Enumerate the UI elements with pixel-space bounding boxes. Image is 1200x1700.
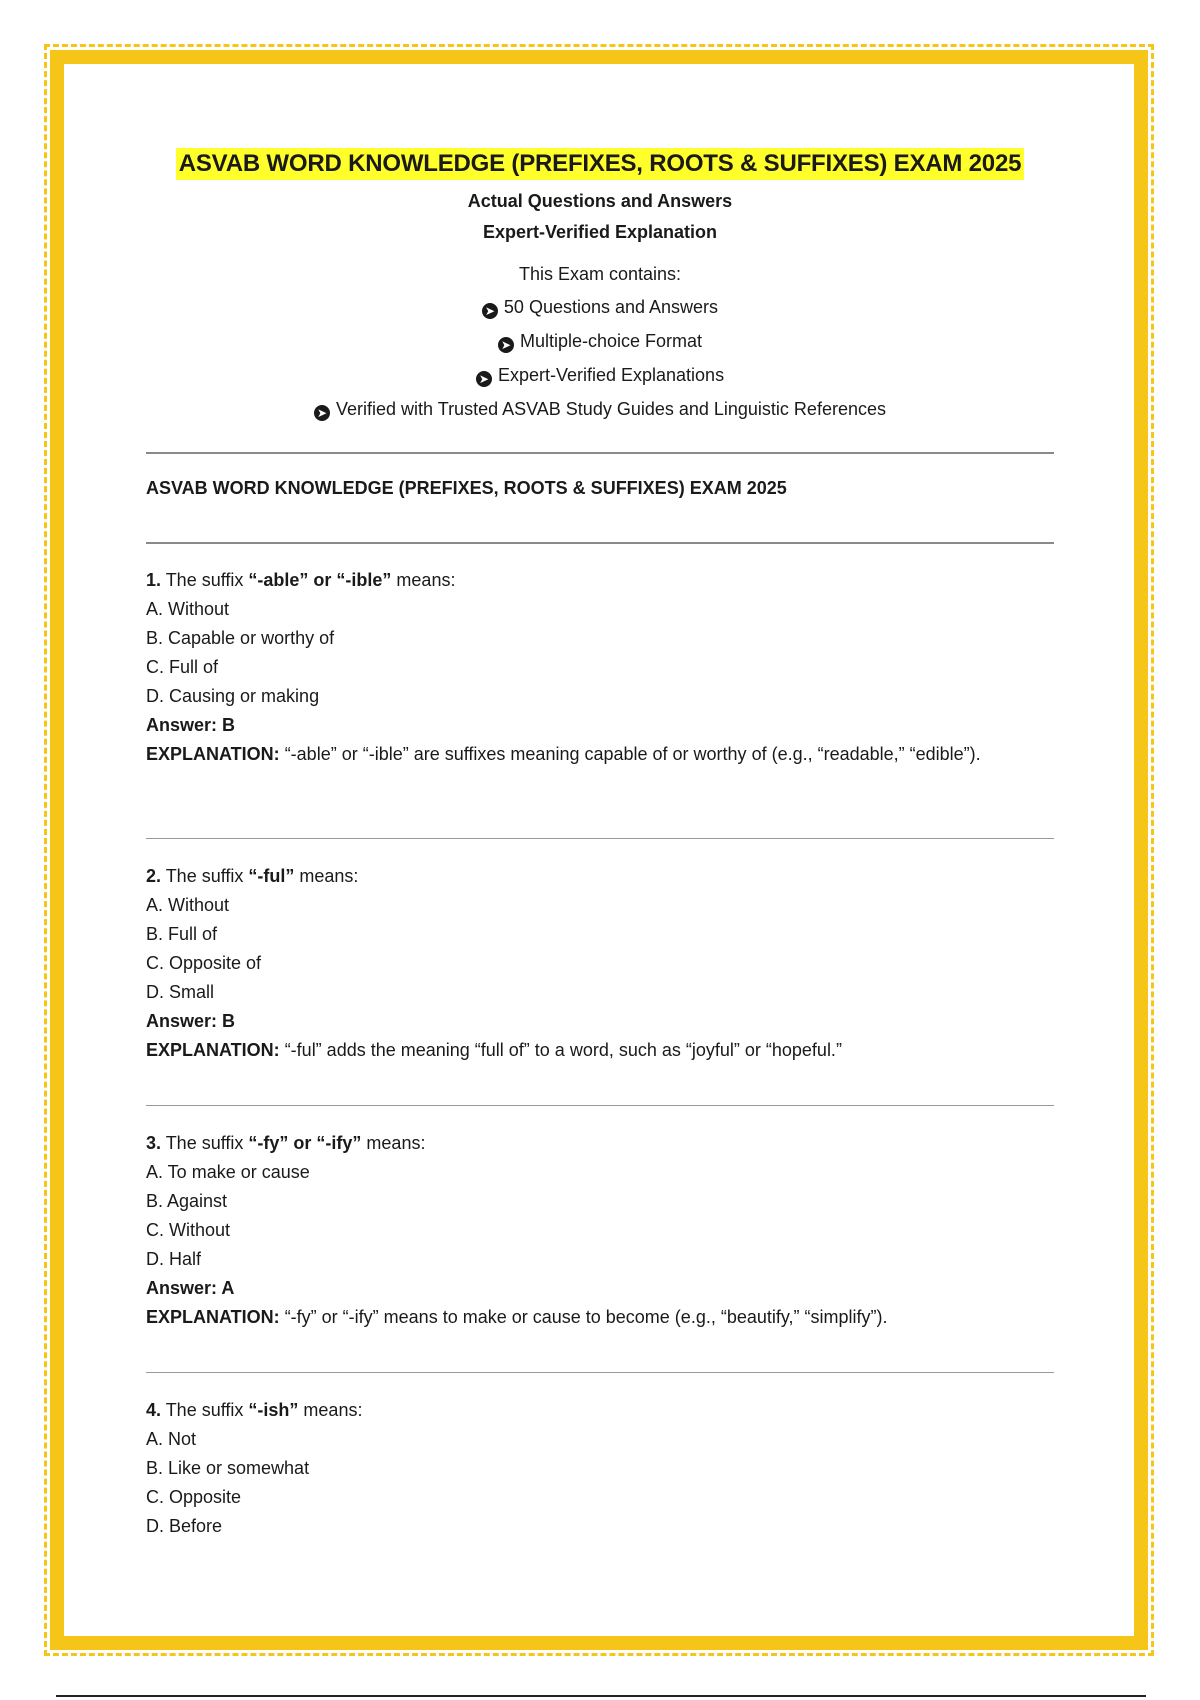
feature-item: ➤ 50 Questions and Answers <box>0 297 1200 319</box>
option-d: D. Half <box>146 1249 202 1269</box>
question-3 <box>146 1129 1051 1332</box>
circle-bullet-icon: ➤ <box>498 337 514 353</box>
option-c: C. Full of <box>146 657 219 677</box>
feature-item: ➤ Expert-Verified Explanations <box>0 365 1200 387</box>
option-c: C. Without <box>146 1220 231 1240</box>
option-c: C. Opposite of <box>146 953 262 973</box>
option-d: D. Before <box>146 1516 223 1536</box>
feature-item: ➤ Verified with Trusted ASVAB Study Guides and Linguistic References <box>0 399 1200 421</box>
explanation: EXPLANATION: “-ful” adds the meaning “full of” to a word, such as “joyful” or “hopeful.” <box>146 1040 842 1060</box>
question-stem: 1. The suffix “-able” or “-ible” means: <box>146 570 456 590</box>
feature-item: ➤ Multiple-choice Format <box>0 331 1200 353</box>
option-b: B. Against <box>146 1191 228 1211</box>
option-d: D. Small <box>146 982 215 1002</box>
question-2 <box>146 862 1051 1065</box>
option-a: A. Without <box>146 895 230 915</box>
option-c: C. Opposite <box>146 1487 242 1507</box>
question-4 <box>146 1396 1051 1541</box>
divider <box>146 452 1054 454</box>
option-b: B. Full of <box>146 924 218 944</box>
circle-bullet-icon: ➤ <box>482 303 498 319</box>
subtitle-actual-questions: Actual Questions and Answers <box>467 191 733 211</box>
contains-label: This Exam contains: <box>518 264 682 284</box>
document-title: ASVAB WORD KNOWLEDGE (PREFIXES, ROOTS & SUFFIXES) EXAM 2025 <box>176 148 1025 180</box>
page-bottom-rule <box>56 1695 1146 1697</box>
answer: Answer: B <box>146 715 236 735</box>
option-a: A. Not <box>146 1429 197 1449</box>
section-title: ASVAB WORD KNOWLEDGE (PREFIXES, ROOTS & SUFFIXES) EXAM 2025 <box>146 478 787 498</box>
option-a: A. Without <box>146 599 230 619</box>
divider <box>146 1372 1054 1373</box>
option-d: D. Causing or making <box>146 686 320 706</box>
question-stem: 4. The suffix “-ish” means: <box>146 1400 363 1420</box>
question-1 <box>146 566 1051 769</box>
option-a: A. To make or cause <box>146 1162 310 1182</box>
option-b: B. Like or somewhat <box>146 1458 310 1478</box>
circle-bullet-icon: ➤ <box>476 371 492 387</box>
divider <box>146 1105 1054 1106</box>
divider <box>146 542 1054 544</box>
subtitle-expert-verified: Expert-Verified Explanation <box>482 222 718 242</box>
question-stem: 3. The suffix “-fy” or “-ify” means: <box>146 1133 426 1153</box>
answer: Answer: A <box>146 1278 235 1298</box>
question-stem: 2. The suffix “-ful” means: <box>146 866 359 886</box>
document-header <box>0 148 1200 421</box>
answer: Answer: B <box>146 1011 236 1031</box>
option-b: B. Capable or worthy of <box>146 628 335 648</box>
circle-bullet-icon: ➤ <box>314 405 330 421</box>
explanation: EXPLANATION: “-fy” or “-ify” means to make or cause to become (e.g., “beautify,” “simplify”). <box>146 1307 888 1327</box>
explanation: EXPLANATION: “-able” or “-ible” are suffixes meaning capable of or worthy of (e.g., “readable,” “edible”). <box>146 744 981 764</box>
divider <box>146 838 1054 839</box>
